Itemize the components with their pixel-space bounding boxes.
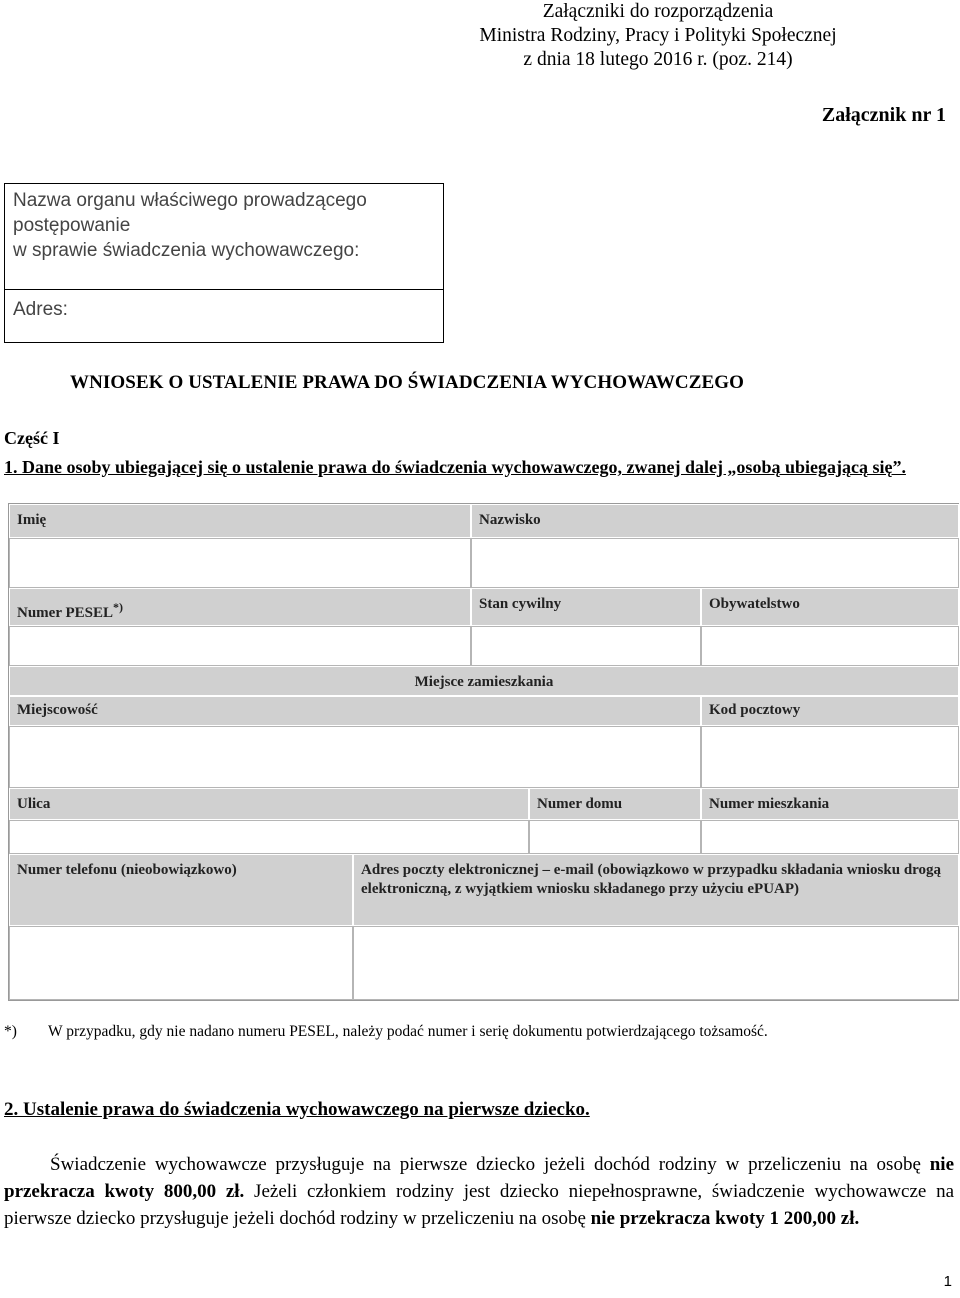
marital-status-input[interactable] — [471, 626, 701, 666]
pesel-label: Numer PESEL*) — [9, 588, 471, 626]
postal-code-label: Kod pocztowy — [701, 696, 959, 726]
regulation-header — [418, 0, 898, 72]
street-input[interactable] — [9, 820, 529, 854]
organ-label-line-2: postępowanie — [13, 215, 131, 236]
street-label: Ulica — [9, 788, 529, 820]
header-line-2: Ministra Rodziny, Pracy i Polityki Społecznej — [479, 25, 837, 46]
citizenship-label: Obywatelstwo — [701, 588, 959, 626]
organ-label-line-3: w sprawie świadczenia wychowawczego: — [13, 240, 360, 261]
pesel-footnote-mark: *) — [112, 600, 123, 614]
house-number-input[interactable] — [529, 820, 701, 854]
town-label: Miejscowość — [9, 696, 701, 726]
form-title: WNIOSEK O USTALENIE PRAWA DO ŚWIADCZENIA WYCHOWAWCZEGO — [70, 372, 745, 393]
last-name-label: Nazwisko — [471, 504, 959, 538]
house-number-label: Numer domu — [529, 788, 701, 820]
header-line-1: Załączniki do rozporządzenia — [542, 1, 774, 22]
postal-code-input[interactable] — [701, 726, 959, 788]
organ-label-line-1: Nazwa organu właściwego prowadzącego — [13, 190, 367, 211]
organ-address-field[interactable] — [5, 290, 443, 330]
phone-label: Numer telefonu (nieobowiązkowo) — [9, 854, 353, 926]
page-number: 1 — [943, 1273, 952, 1290]
para-text-2: Jeżeli członkiem rodziny jest dziecko niepełnosprawne, świadczenie wychowawcze na pierwsze dziecko przysługuje jeżeli dochód rodziny w przeliczeniu na osobę — [4, 1181, 954, 1229]
first-name-label: Imię — [9, 504, 471, 538]
marital-status-label: Stan cywilny — [471, 588, 701, 626]
para-bold-1: nie przekracza kwoty 800,00 zł. — [4, 1154, 954, 1202]
citizenship-input[interactable] — [701, 626, 959, 666]
part-label: Część I — [4, 428, 60, 448]
email-input[interactable] — [353, 926, 959, 1000]
applicant-data-form — [8, 503, 959, 1001]
section-2-heading: 2. Ustalenie prawa do świadczenia wychowawczego na pierwsze dziecko. — [4, 1099, 590, 1120]
first-name-input[interactable] — [9, 538, 471, 588]
last-name-input[interactable] — [471, 538, 959, 588]
section-2-paragraph — [4, 1151, 954, 1232]
phone-input[interactable] — [9, 926, 353, 1000]
residence-section-label: Miejsce zamieszkania — [9, 666, 959, 696]
organ-box — [4, 183, 444, 343]
footnote-mark: *) — [4, 1023, 17, 1040]
email-label: Adres poczty elektronicznej – e-mail (obowiązkowo w przypadku składania wniosku drogą elektroniczną, z wyjątkiem wniosku składanego przy użyciu ePUAP) — [353, 854, 959, 926]
address-label: Adres: — [13, 299, 68, 320]
apartment-number-label: Numer mieszkania — [701, 788, 959, 820]
town-input[interactable] — [9, 726, 701, 788]
organ-name-field[interactable] — [5, 184, 443, 290]
pesel-input[interactable] — [9, 626, 471, 666]
apartment-number-input[interactable] — [701, 820, 959, 854]
header-line-3: z dnia 18 lutego 2016 r. (poz. 214) — [523, 49, 793, 70]
footnote-text: W przypadku, gdy nie nadano numeru PESEL, należy podać numer i serię dokumentu potwierdzającego tożsamość. — [48, 1023, 768, 1040]
para-bold-2: nie przekracza kwoty 1 200,00 zł. — [590, 1208, 860, 1229]
section-1-heading: 1. Dane osoby ubiegającej się o ustalenie prawa do świadczenia wychowawczego, zwanej dalej „osobą ubiegającą się”. — [4, 457, 906, 477]
para-text-1: Świadczenie wychowawcze przysługuje na pierwsze dziecko jeżeli dochód rodziny w przeliczeniu na osobę — [50, 1154, 930, 1175]
annex-title: Załącznik nr 1 — [821, 104, 946, 126]
